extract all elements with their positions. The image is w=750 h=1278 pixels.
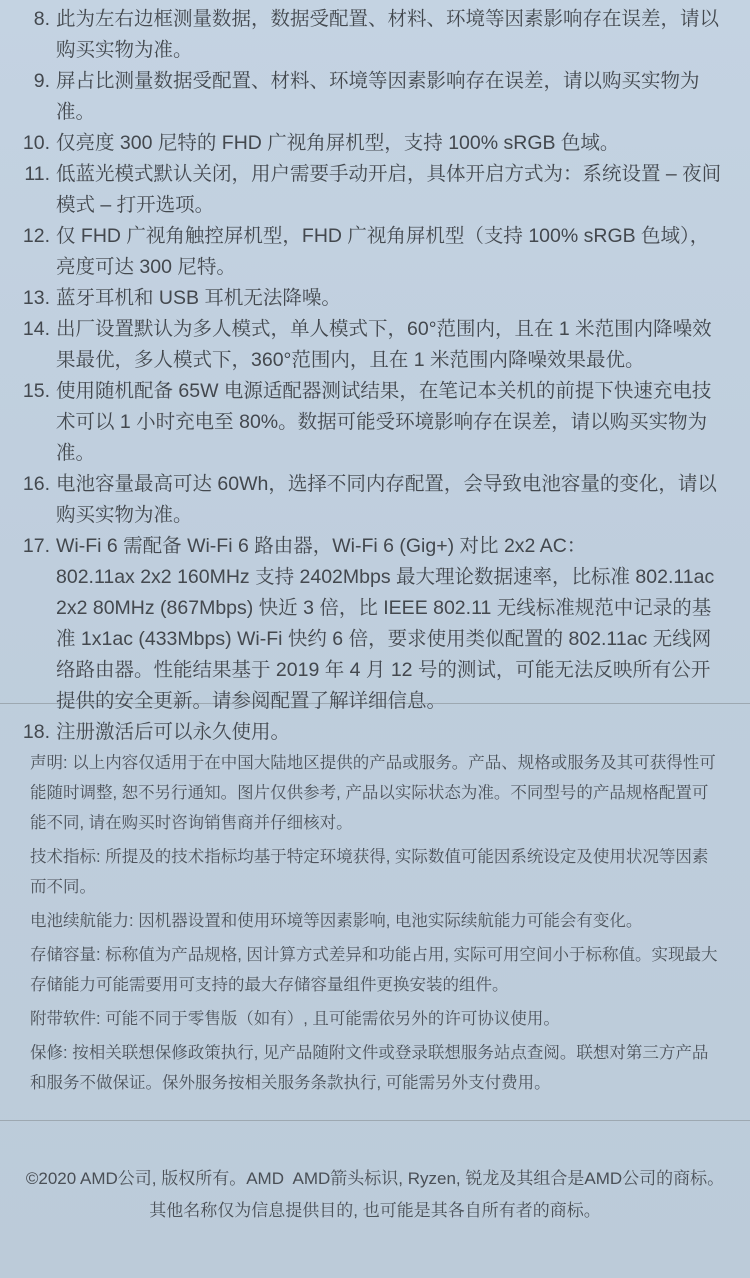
footnote-number: 17. [22,535,50,557]
footnote-text: 蓝牙耳机和 USB 耳机无法降噪。 [56,287,341,309]
disclaimer-label: 保修: [30,1044,68,1062]
disclaimer-storage [30,940,722,1000]
disclaimer-software [30,1004,722,1034]
footnote-item [20,283,722,314]
disclaimer-text: 按相关联想保修政策执行, 见产品随附文件或登录联想服务站点查阅。联想对第三方产品和服务不做保证。保外服务按相关服务条款执行, 可能需另外支付费用。 [30,1044,709,1092]
disclaimer-label: 声明: [30,754,68,772]
disclaimer-label: 附带软件: [30,1010,101,1028]
copyright-text: ©2020 AMD公司, 版权所有。AMD AMD箭头标识, Ryzen, 锐龙及其组合是AMD公司的商标。其他名称仅为信息提供目的, 也可能是其各自所有者的商标。 [25,1169,725,1220]
disclaimer-label: 电池续航能力: [30,912,134,930]
disclaimer-tech-specs [30,842,722,902]
footnote-item [20,66,722,128]
footnote-item [20,314,722,376]
footnote-text [56,531,722,717]
disclaimers-section [0,704,750,1121]
footnote-text: 仅亮度 300 尼特的 FHD 广视角屏机型，支持 100% sRGB 色域。 [56,132,620,154]
footnote-text: 注册激活后可以永久使用。 [56,721,291,743]
footnote-text: 此为左右边框测量数据，数据受配置、材料、环境等因素影响存在误差，请以购买实物为准。 [56,8,720,61]
disclaimer-text: 所提及的技术指标均基于特定环境获得, 实际数值可能因系统设定及使用状况等因素而不同。 [30,848,709,896]
disclaimer-label: 技术指标: [30,848,101,866]
footnote-item [20,4,722,66]
disclaimer-label: 存储容量: [30,946,101,964]
footnote-text: 使用随机配备 65W 电源适配器测试结果，在笔记本关机的前提下快速充电技术可以 1 小时充电至 80%。数据可能受环境影响存在误差，请以购买实物为准。 [56,380,712,464]
footnote-text: 电池容量最高可达 60Wh，选择不同内存配置，会导致电池容量的变化，请以购买实物为准。 [56,473,717,526]
footnote-item [20,469,722,531]
footnote-text: 屏占比测量数据受配置、材料、环境等因素影响存在误差，请以购买实物为准。 [56,70,700,123]
footnote-item [20,376,722,469]
footnote-number: 13. [22,287,50,309]
disclaimer-text: 因机器设置和使用环境等因素影响, 电池实际续航能力可能会有变化。 [138,912,643,930]
footnote-item [20,531,722,717]
footnote-text-line2: 802.11ax 2x2 160MHz 支持 2402Mbps 最大理论数据速率，比标准 802.11ac 2x2 80MHz (867Mbps) 快近 3 倍，比 IEEE 802.11 无线标准规范中记录的基准 1x1ac (433Mbps) Wi-Fi 快约 6 倍，要求使用类似配置的 802.11ac 无线网络路由器。性能结果基于 2019 年 4 月 12 号的测试，可能无法反映所有公开提供的安全更新。请参阅配置了解详细信息。 [56,566,715,712]
footnote-number: 14. [22,318,50,340]
footnote-text-line1: Wi-Fi 6 需配备 Wi-Fi 6 路由器，Wi-Fi 6 (Gig+) 对比 2x2 AC： [56,535,587,557]
footnote-number: 8. [33,8,50,30]
disclaimer-text: 以上内容仅适用于在中国大陆地区提供的产品或服务。产品、规格或服务及其可获得性可能随时调整, 恕不另行通知。图片仅供参考, 产品以实际状态为准。不同型号的产品规格配置可能不同, 请在购买时咨询销售商并仔细核对。 [30,754,716,832]
footnote-number: 12. [22,225,50,247]
footnote-number: 9. [33,70,50,92]
footnote-number: 18. [22,721,50,743]
copyright-section [0,1121,750,1277]
footnote-number: 10. [22,132,50,154]
disclaimer-battery [30,906,722,936]
footnote-text: 低蓝光模式默认关闭，用户需要手动开启，具体开启方式为：系统设置 – 夜间模式 – 打开选项。 [56,163,722,216]
disclaimer-text: 可能不同于零售版（如有）, 且可能需依另外的许可协议使用。 [105,1010,560,1028]
disclaimer-statement [30,748,722,838]
footnote-number: 15. [22,380,50,402]
disclaimer-warranty [30,1038,722,1098]
footnote-item [20,159,722,221]
disclaimer-text: 标称值为产品规格, 因计算方式差异和功能占用, 实际可用空间小于标称值。实现最大存储能力可能需要用可支持的最大存储容量组件更换安装的组件。 [30,946,718,994]
footnote-number: 16. [22,473,50,495]
footnote-text: 仅 FHD 广视角触控屏机型，FHD 广视角屏机型（支持 100% sRGB 色域），亮度可达 300 尼特。 [56,225,710,278]
footnote-item [20,221,722,283]
footnote-item [20,128,722,159]
footnote-item [20,717,722,748]
footnote-number: 11. [24,163,50,185]
footnote-text: 出厂设置默认为多人模式，单人模式下，60°范围内，且在 1 米范围内降噪效果最优，多人模式下，360°范围内，且在 1 米范围内降噪效果最优。 [56,318,712,371]
